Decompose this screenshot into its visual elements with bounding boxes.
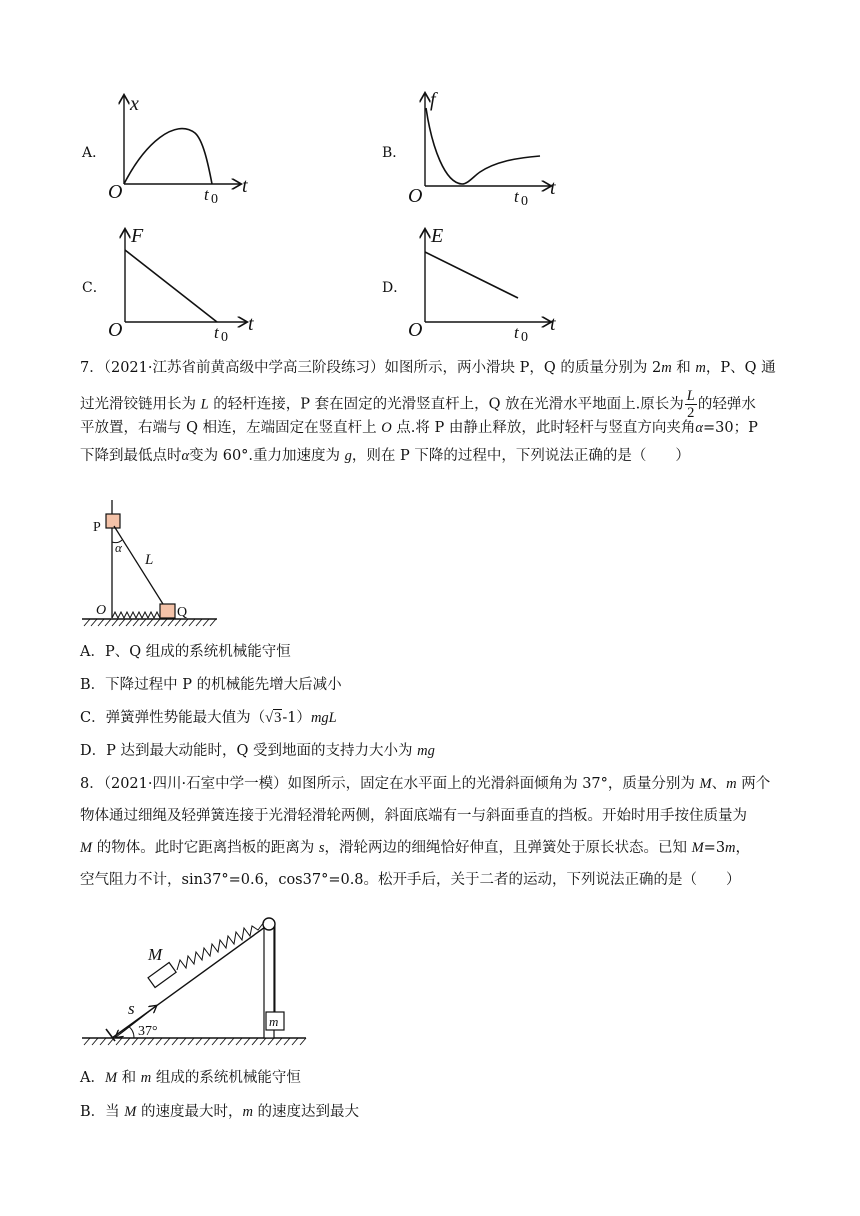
label-alpha: α <box>115 540 122 555</box>
incline <box>112 922 272 1038</box>
axis-y-label: x <box>130 93 139 115</box>
spring <box>112 612 160 618</box>
q7-stem-line-3: 平放置，右端与 Q 相连，左端固定在竖直杆上 O 点.将 P 由静止释放，此时轻杆与竖直方向夹角α=30；P <box>80 420 758 436</box>
q7-figure <box>82 500 222 630</box>
block-q <box>160 604 175 618</box>
q7-option-c: C．弹簧弹性势能最大值为（√3-1）mgL <box>80 710 337 726</box>
ground-hatch <box>84 619 216 626</box>
block-p <box>106 514 120 528</box>
curve <box>125 250 217 322</box>
curve <box>425 252 518 298</box>
origin-label: O <box>408 319 423 341</box>
tick-subscript: 0 <box>211 192 218 203</box>
q7-option-b: B．下降过程中 P 的机械能先增大后减小 <box>80 677 342 693</box>
label-s: s <box>128 999 135 1018</box>
label-M: M <box>148 945 163 964</box>
graph-option-d <box>400 222 565 342</box>
ground-hatch <box>84 1038 306 1045</box>
fraction-l-over-2: $\frac{L}{2}$ <box>686 388 695 421</box>
q8-stem-line-4: 空气阻力不计，sin37°=0.6，cos37°=0.8。松开手后，关于二者的运动，下列说法正确的是（ ） <box>80 872 741 888</box>
origin-label: O <box>108 319 123 341</box>
q7-option-a: A．P、Q 组成的系统机械能守恒 <box>80 644 291 660</box>
label-m-small: m <box>269 1014 279 1029</box>
label-l: L <box>145 552 154 568</box>
tick-label: t <box>514 323 519 342</box>
label-angle: 37° <box>138 1024 158 1039</box>
graph-option-a <box>100 88 260 203</box>
graph-option-b <box>400 88 565 208</box>
axis-x-label: t <box>242 175 248 197</box>
tick-label: t <box>514 187 519 206</box>
label-q: Q <box>177 605 188 620</box>
option-b-label: B． <box>382 145 407 161</box>
axis-x-label: t <box>550 313 556 335</box>
curve <box>426 108 540 184</box>
axis-x-label: t <box>248 313 254 335</box>
stopper-plate <box>106 1029 115 1041</box>
curve <box>124 129 212 184</box>
q8-stem-line-2: 物体通过细绳及轻弹簧连接于光滑轻滑轮两侧，斜面底端有一与斜面垂直的挡板。开始时用手按住质量为 <box>80 808 747 824</box>
graph-option-c <box>100 222 260 342</box>
block-m-large <box>148 963 176 988</box>
q8-option-a: A．M 和 m 组成的系统机械能守恒 <box>80 1070 301 1086</box>
option-c-label: C． <box>82 280 107 296</box>
tick-subscript: 0 <box>521 330 528 342</box>
axis-y-label: f <box>430 89 436 111</box>
tick-subscript: 0 <box>521 194 528 208</box>
pulley <box>263 918 275 930</box>
light-rod <box>114 526 168 612</box>
q7-option-d: D．P 达到最大动能时，Q 受到地面的支持力大小为 mg <box>80 743 435 759</box>
option-a-label: A． <box>82 145 107 161</box>
label-o: O <box>96 603 107 618</box>
tick-label: t <box>204 185 209 203</box>
axis-y-label: F <box>131 225 144 247</box>
angle-arc <box>128 1026 134 1038</box>
axis-y-label: E <box>431 225 444 247</box>
spring <box>177 922 264 970</box>
tick-label: t <box>214 323 219 342</box>
q7-stem-line-4: 下降到最低点时α变为 60°.重力加速度为 g，则在 P 下降的过程中，下列说法正确的是（ ） <box>80 448 690 464</box>
origin-label: O <box>108 181 123 203</box>
option-d-label: D． <box>382 280 408 296</box>
q7-stem-line-1: 7．（2021·江苏省前黄高级中学高三阶段练习）如图所示，两小滑块 P，Q 的质量分别为 2m 和 m，P、Q 通 <box>80 360 776 376</box>
tick-subscript: 0 <box>221 330 228 342</box>
q8-figure <box>82 908 312 1053</box>
origin-label: O <box>408 185 423 207</box>
q8-stem-line-3: M 的物体。此时它距离挡板的距离为 s，滑轮两边的细绳恰好伸直，且弹簧处于原长状态。已知 M=3m， <box>80 840 751 856</box>
sqrt-3: √3 <box>265 710 282 726</box>
label-p: P <box>93 520 101 535</box>
axis-x-label: t <box>550 177 556 199</box>
q8-stem-line-1: 8．（2021·四川·石室中学一模）如图所示，固定在水平面上的光滑斜面倾角为 37°，质量分别为 M、m 两个 <box>80 776 771 792</box>
q7-stem-line-2: 过光滑铰链用长为 L 的轻杆连接，P 套在固定的光滑竖直杆上，Q 放在光滑水平地面上.原长为 $\frac{L}{2}$ 的轻弹水 <box>80 388 756 421</box>
q8-option-b: B．当 M 的速度最大时，m 的速度达到最大 <box>80 1104 360 1120</box>
